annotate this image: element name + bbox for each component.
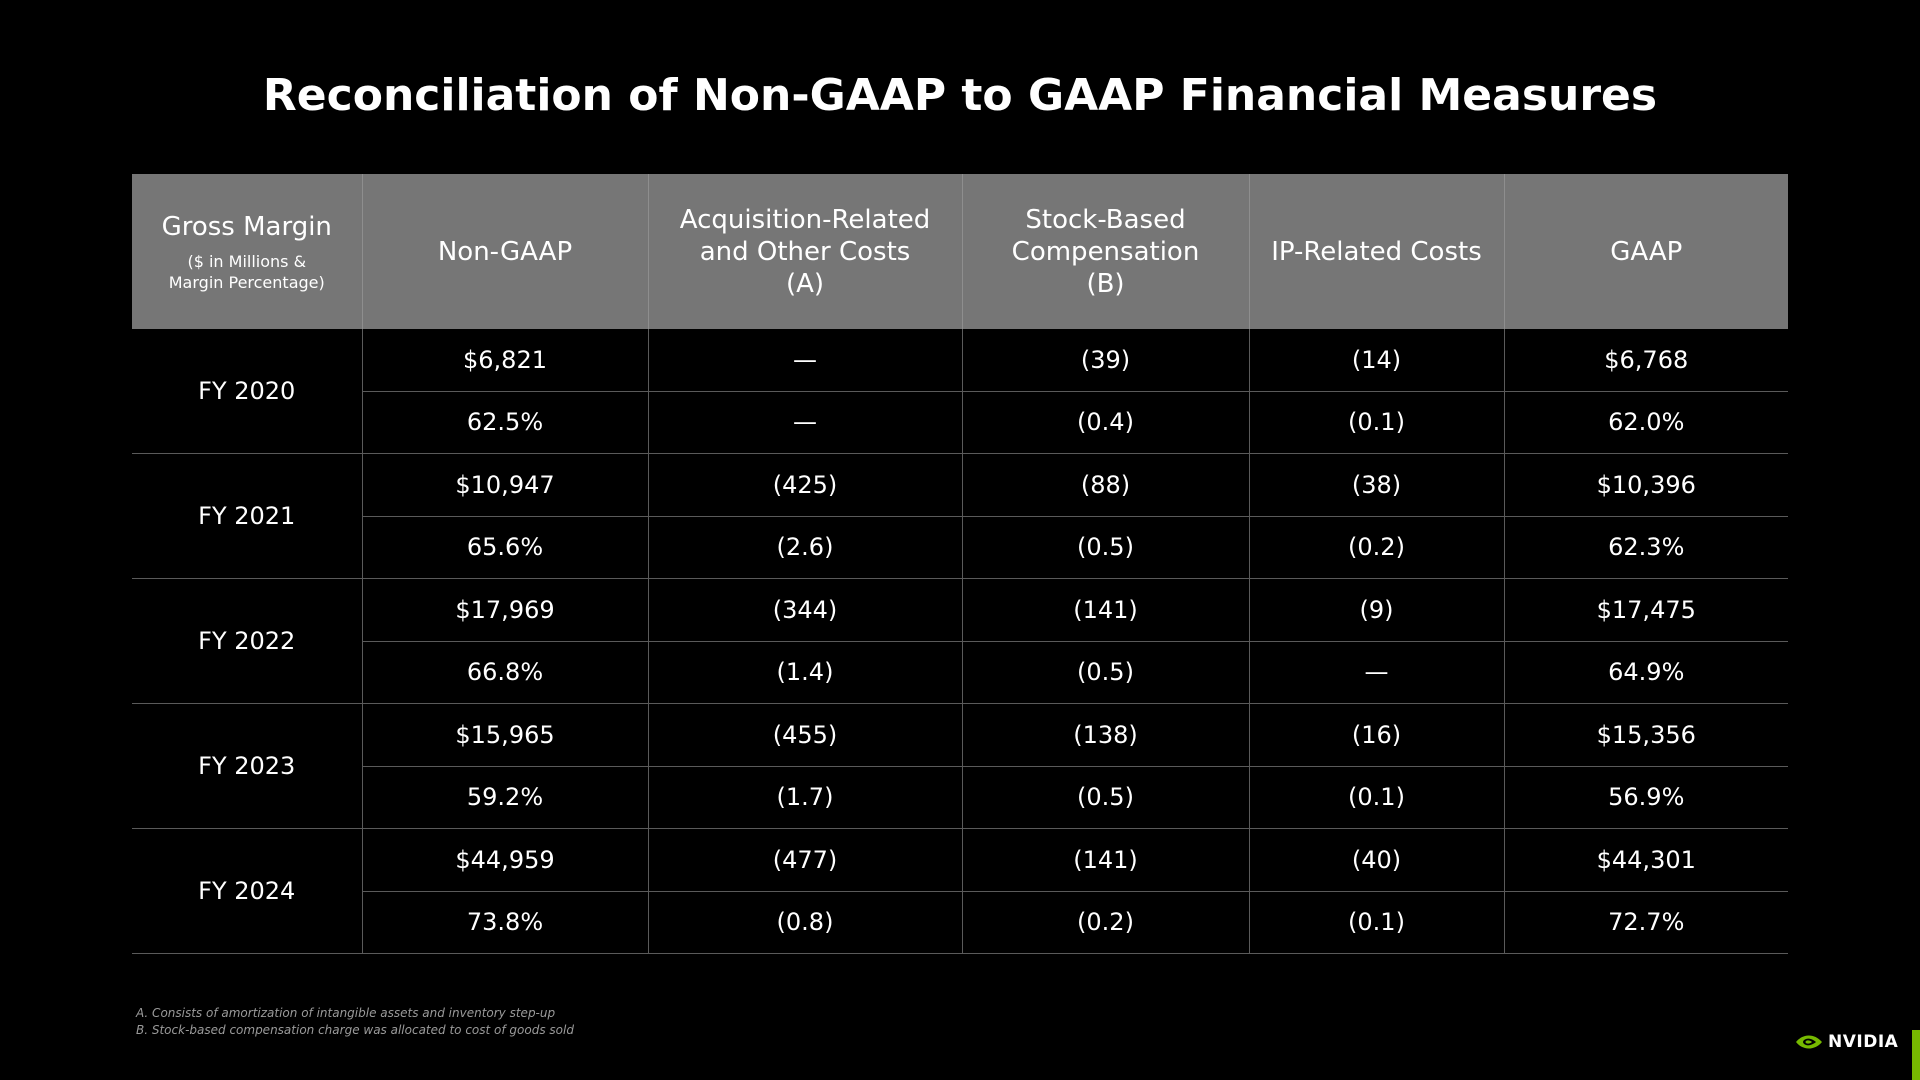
cell-acquisition-percent: (1.7)	[648, 766, 962, 829]
cell-ip-percent: (0.1)	[1249, 391, 1504, 454]
table-row	[132, 766, 1788, 829]
accent-bar	[1912, 1030, 1920, 1080]
header-acquisition-line-3: (A)	[785, 268, 825, 299]
header-sbc-line-1: Stock-Based	[1025, 204, 1186, 235]
table-row	[132, 391, 1788, 454]
cell-gaap-percent: 64.9%	[1504, 641, 1788, 704]
cell-non-gaap-percent: 73.8%	[362, 891, 648, 954]
header-acquisition-line-1: Acquisition-Related	[679, 204, 931, 235]
cell-acquisition-dollars: (425)	[648, 454, 962, 517]
cell-acquisition-dollars: (455)	[648, 704, 962, 767]
cell-acquisition-percent: (0.8)	[648, 891, 962, 954]
cell-sbc-dollars: (88)	[962, 454, 1249, 517]
cell-non-gaap-percent: 62.5%	[362, 391, 648, 454]
header-acquisition-related	[648, 174, 962, 329]
cell-gaap-dollars: $10,396	[1504, 454, 1788, 517]
year-label: FY 2020	[132, 329, 362, 454]
table-row	[132, 329, 1788, 391]
cell-ip-dollars: (38)	[1249, 454, 1504, 517]
cell-sbc-percent: (0.5)	[962, 516, 1249, 579]
table-row	[132, 891, 1788, 954]
cell-sbc-percent: (0.2)	[962, 891, 1249, 954]
table-row	[132, 579, 1788, 642]
nvidia-eye-icon	[1795, 1033, 1823, 1051]
cell-sbc-percent: (0.4)	[962, 391, 1249, 454]
cell-acquisition-dollars: (477)	[648, 829, 962, 892]
cell-ip-percent: —	[1249, 641, 1504, 704]
cell-sbc-percent: (0.5)	[962, 766, 1249, 829]
cell-sbc-dollars: (141)	[962, 829, 1249, 892]
cell-non-gaap-percent: 66.8%	[362, 641, 648, 704]
cell-sbc-dollars: (138)	[962, 704, 1249, 767]
cell-gaap-dollars: $6,768	[1504, 329, 1788, 391]
cell-non-gaap-dollars: $15,965	[362, 704, 648, 767]
year-label: FY 2021	[132, 454, 362, 579]
header-gaap: GAAP	[1504, 174, 1788, 329]
cell-acquisition-dollars: (344)	[648, 579, 962, 642]
cell-non-gaap-dollars: $17,969	[362, 579, 648, 642]
table-row	[132, 704, 1788, 767]
cell-ip-percent: (0.1)	[1249, 766, 1504, 829]
cell-ip-dollars: (14)	[1249, 329, 1504, 391]
cell-gaap-percent: 62.0%	[1504, 391, 1788, 454]
cell-acquisition-percent: (1.4)	[648, 641, 962, 704]
header-gross-margin-label: Gross Margin	[161, 211, 332, 242]
reconciliation-table	[132, 174, 1788, 954]
cell-ip-dollars: (9)	[1249, 579, 1504, 642]
header-stock-based-compensation	[962, 174, 1249, 329]
cell-ip-dollars: (16)	[1249, 704, 1504, 767]
table-row	[132, 641, 1788, 704]
header-sbc-line-2: Compensation	[1011, 236, 1200, 267]
cell-acquisition-percent: —	[648, 391, 962, 454]
cell-gaap-percent: 72.7%	[1504, 891, 1788, 954]
nvidia-logo	[1795, 1030, 1898, 1054]
cell-gaap-percent: 56.9%	[1504, 766, 1788, 829]
cell-sbc-dollars: (141)	[962, 579, 1249, 642]
table-row	[132, 829, 1788, 892]
cell-sbc-percent: (0.5)	[962, 641, 1249, 704]
footnote-b: B. Stock-based compensation charge was allocated to cost of goods sold	[136, 1023, 574, 1037]
footnotes	[136, 1005, 574, 1039]
header-sbc-line-3: (B)	[1086, 268, 1125, 299]
cell-ip-percent: (0.1)	[1249, 891, 1504, 954]
header-non-gaap: Non-GAAP	[362, 174, 648, 329]
header-gross-margin	[132, 174, 362, 329]
cell-sbc-dollars: (39)	[962, 329, 1249, 391]
year-label: FY 2023	[132, 704, 362, 829]
cell-non-gaap-dollars: $6,821	[362, 329, 648, 391]
cell-acquisition-percent: (2.6)	[648, 516, 962, 579]
footnote-a: A. Consists of amortization of intangible assets and inventory step-up	[136, 1006, 556, 1020]
table-header-row	[132, 174, 1788, 329]
header-acquisition-line-2: and Other Costs	[699, 236, 911, 267]
cell-gaap-percent: 62.3%	[1504, 516, 1788, 579]
table-row	[132, 516, 1788, 579]
cell-gaap-dollars: $17,475	[1504, 579, 1788, 642]
year-label: FY 2024	[132, 829, 362, 954]
cell-ip-percent: (0.2)	[1249, 516, 1504, 579]
cell-non-gaap-percent: 65.6%	[362, 516, 648, 579]
cell-acquisition-dollars: —	[648, 329, 962, 391]
cell-non-gaap-dollars: $10,947	[362, 454, 648, 517]
cell-ip-dollars: (40)	[1249, 829, 1504, 892]
nvidia-logo-text: NVIDIA	[1828, 1032, 1899, 1052]
cell-gaap-dollars: $15,356	[1504, 704, 1788, 767]
table-row	[132, 454, 1788, 517]
header-gross-margin-sublabel: ($ in Millions & Margin Percentage)	[168, 251, 325, 292]
cell-non-gaap-dollars: $44,959	[362, 829, 648, 892]
cell-non-gaap-percent: 59.2%	[362, 766, 648, 829]
header-ip-related-costs: IP-Related Costs	[1249, 174, 1504, 329]
year-label: FY 2022	[132, 579, 362, 704]
cell-gaap-dollars: $44,301	[1504, 829, 1788, 892]
page-title: Reconciliation of Non-GAAP to GAAP Financial Measures	[262, 70, 1658, 121]
